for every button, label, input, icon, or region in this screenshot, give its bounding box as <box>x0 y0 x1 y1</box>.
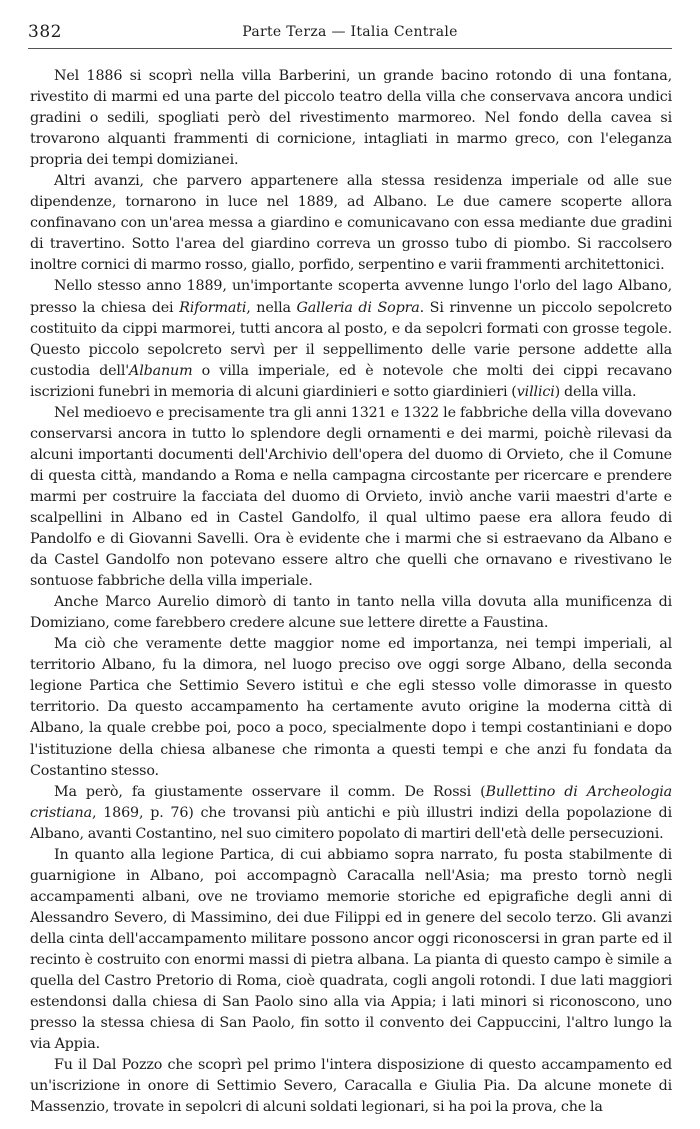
italic-term: Galleria di Sopra <box>296 299 420 316</box>
italic-term: villici <box>516 383 555 400</box>
paragraph <box>30 782 672 845</box>
page-body <box>30 66 672 1118</box>
paragraph: Ma ciò che veramente dette maggior nome ed importanza, nei tempi imperiali, al territorio Albano, fu la dimora, nel luogo preciso ove oggi sorge Albano, della seconda legione Partica che Settimio Severo istituì e che egli stesso volle dimorasse in questo territorio. Da questo accampamento ha certamente avuto origine la moderna città di Albano, la quale crebbe poi, poco a poco, specialmente dopo i tempi costantiniani e dopo l'istituzione della chiesa albanese che rimonta a questi tempi e che anzi fu fondata da Costantino stesso. <box>30 636 672 779</box>
italic-term: Albanum <box>129 362 193 379</box>
paragraph: Nel 1886 si scoprì nella villa Barberini, un grande bacino rotondo di una fontana, rivestito di marmi ed una parte del piccolo teatro della villa che conservava ancora undici gradini o sedili, spogliati però del rivestimento marmoreo. Nel fondo della cavea si trovarono alquanti frammenti di cornicione, intagliati in marmo greco, con l'eleganza propria dei tempi domizianei. <box>30 68 672 169</box>
running-head: Parte Terza — Italia Centrale <box>242 24 458 40</box>
paragraph-text: Nello stesso anno 1889, un'importante scoperta avvenne lungo l'orlo del lago Albano, presso la chiesa dei <box>30 278 672 316</box>
italic-term: Riformati <box>179 299 247 316</box>
paragraph-text: , 1869, p. 76) che trovansi più antichi e più illustri indizi della popolazione di Albano, avanti Costantino, nel suo cimitero popolato di martiri dell'età delle persecuzioni. <box>30 804 672 842</box>
page-header <box>28 18 672 49</box>
italic-citation: Bullettino di Archeologia cristiana <box>30 783 672 821</box>
paragraph-text: o villa imperiale, ed è notevole che molti dei cippi recavano iscrizioni funebri in memoria di alcuni giardinieri e sotto giardinieri ( <box>30 362 672 400</box>
paragraph: Fu il Dal Pozzo che scoprì pel primo l'intera disposizione di questo accampamento ed un'iscrizione in onore di Settimio Severo, Caracalla e Giulia Pia. Da alcune monete di Massenzio, trovate in sepolcri di alcuni soldati legionari, si ha poi la prova, che la <box>30 1057 672 1116</box>
paragraph-text: , nella <box>246 299 297 316</box>
paragraph: Anche Marco Aurelio dimorò di tanto in tanto nella villa dovuta alla munificenza di Domiziano, come farebbero credere alcune sue lettere dirette a Faustina. <box>30 594 672 632</box>
paragraph: Altri avanzi, che parvero appartenere alla stessa residenza imperiale od alle sue dipendenze, tornarono in luce nel 1889, ad Albano. Le due camere scoperte allora confinavano con un'area messa a giardino e comunicavano con essa mediante due gradini di travertino. Sotto l'area del giardino correva un grosso tubo di piombo. Si raccolsero inoltre cornici di marmo rosso, giallo, porfido, serpentino e varii frammenti architettonici. <box>30 173 672 274</box>
paragraph-text: . Si rinvenne un piccolo sepolcreto costituito da cippi marmorei, tutti ancora al posto, e da sepolcri formati con grosse tegole. Questo piccolo sepolcreto servì per il seppellimento delle varie persone addette alla custodia dell' <box>30 299 673 379</box>
paragraph <box>30 276 672 402</box>
paragraph: In quanto alla legione Partica, di cui abbiamo sopra narrato, fu posta stabilmente di guarnigione in Albano, poi accompagnò Caracalla nell'Asia; ma presto tornò negli accampamenti albani, ove ne troviamo memorie storiche ed epigrafiche degli anni di Alessandro Severo, di Massimino, dei due Filippi ed in genere del secolo terzo. Gli avanzi della cinta dell'accampamento militare possono ancor oggi riconoscersi in gran parte ed il recinto è costruito con enormi massi di pietra albana. La pianta di questo campo è simile a quella del Castro Pretorio di Roma, cioè quadrata, cogli angoli rotondi. I due lati maggiori estendonsi dalla chiesa di San Paolo sino alla via Appia; i lati minori si riconoscono, uno presso la stessa chiesa di San Paolo, fin sotto il convento dei Cappuccini, l'altro lungo la via Appia. <box>30 846 672 1053</box>
page-number: 382 <box>28 22 62 42</box>
paragraph: Nel medioevo e precisamente tra gli anni 1321 e 1322 le fabbriche della villa dovevano conservarsi ancora in tutto lo splendore degli ornamenti e dei marmi, poichè rilevasi da alcuni importanti documenti dell'Archivio dell'opera del duomo di Orvieto, che il Comune di questa città, mandando a Roma e nella campagna circostante per ricercare e prendere marmi per costruire la facciata del duomo di Orvieto, inviò anche varii maestri d'arte e scalpellini in Albano ed in Castel Gandolfo, il qual ultimo paese era allora feudo di Pandolfo e di Giovanni Savelli. Ora è evidente che i marmi che si estraevano da Albano e da Castel Gandolfo non potevano essere altro che quelli che ornavano e rivestivano le sontuose fabbriche della villa imperiale. <box>30 404 672 590</box>
paragraph-text: ) della villa. <box>554 383 637 400</box>
paragraph-text: Ma però, fa giustamente osservare il comm. De Rossi ( <box>54 783 486 800</box>
